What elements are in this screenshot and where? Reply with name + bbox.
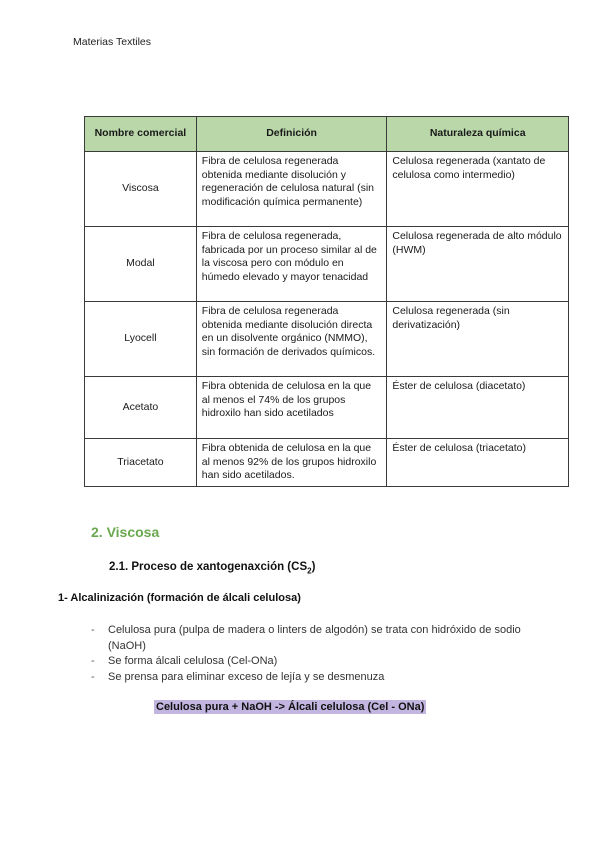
- column-header-nature: Naturaleza química: [387, 117, 569, 152]
- cell-definition: Fibra de celulosa regenerada, fabricada por un proceso similar al de la viscosa pero con módulo en húmedo elevado y mayor tenacidad: [196, 227, 387, 302]
- list-item-text: Se prensa para eliminar exceso de lejía y se desmenuza: [108, 670, 385, 683]
- cell-nature: Celulosa regenerada de alto módulo (HWM): [387, 227, 569, 302]
- table-row: [85, 152, 569, 227]
- column-header-name: Nombre comercial: [85, 117, 197, 152]
- subsection-title-close: ): [311, 561, 316, 573]
- step-title: 1- Alcalinización (formación de álcali celulosa): [58, 592, 301, 604]
- cell-nature: Éster de celulosa (diacetato): [387, 377, 569, 439]
- cell-name: Lyocell: [85, 302, 197, 377]
- cell-definition: Fibra de celulosa regenerada obtenida mediante disolución y regeneración de celulosa natural (sin modificación química permanente): [196, 152, 387, 227]
- list-item: [91, 623, 541, 654]
- list-item-text: Celulosa pura (pulpa de madera o linters de algodón) se trata con hidróxido de sodio (NaOH): [108, 624, 521, 652]
- cell-nature: Celulosa regenerada (sin derivatización): [387, 302, 569, 377]
- table-row: [85, 377, 569, 439]
- table-row: [85, 439, 569, 487]
- bullet-dash: -: [91, 655, 95, 668]
- cell-name: Modal: [85, 227, 197, 302]
- list-item: [91, 654, 541, 670]
- bullet-dash: -: [91, 624, 95, 636]
- list-item-text: Se forma álcali celulosa (Cel-ONa): [108, 655, 278, 668]
- table-row: [85, 302, 569, 377]
- subsection-title: [109, 561, 315, 575]
- cell-nature: Éster de celulosa (triacetato): [387, 439, 569, 487]
- bullet-dash: -: [91, 670, 95, 683]
- cell-name: Acetato: [85, 377, 197, 439]
- fiber-comparison-table: [84, 116, 569, 487]
- table-row: [85, 227, 569, 302]
- subsection-title-text: 2.1. Proceso de xantogenaxción (CS: [109, 561, 308, 573]
- cell-definition: Fibra obtenida de celulosa en la que al menos 92% de los grupos hidroxilo han sido acetilados.: [196, 439, 387, 487]
- bullet-list: [91, 623, 541, 685]
- cell-name: Viscosa: [85, 152, 197, 227]
- reaction-equation: Celulosa pura + NaOH -> Álcali celulosa (Cel - ONa): [156, 701, 425, 713]
- table-header-row: [85, 117, 569, 152]
- column-header-definition: Definición: [196, 117, 387, 152]
- cell-definition: Fibra de celulosa regenerada obtenida mediante disolución directa en un disolvente orgánico (NMMO), sin formación de derivados químicos.: [196, 302, 387, 377]
- cell-name: Triacetato: [85, 439, 197, 487]
- section-title: 2. Viscosa: [91, 524, 160, 540]
- subsection-title-subscript: 2: [307, 566, 312, 576]
- list-item: [91, 670, 541, 686]
- cell-definition: Fibra obtenida de celulosa en la que al menos el 74% de los grupos hidroxilo han sido acetilados: [196, 377, 387, 439]
- page-header-title: Materias Textiles: [73, 36, 152, 48]
- cell-nature: Celulosa regenerada (xantato de celulosa como intermedio): [387, 152, 569, 227]
